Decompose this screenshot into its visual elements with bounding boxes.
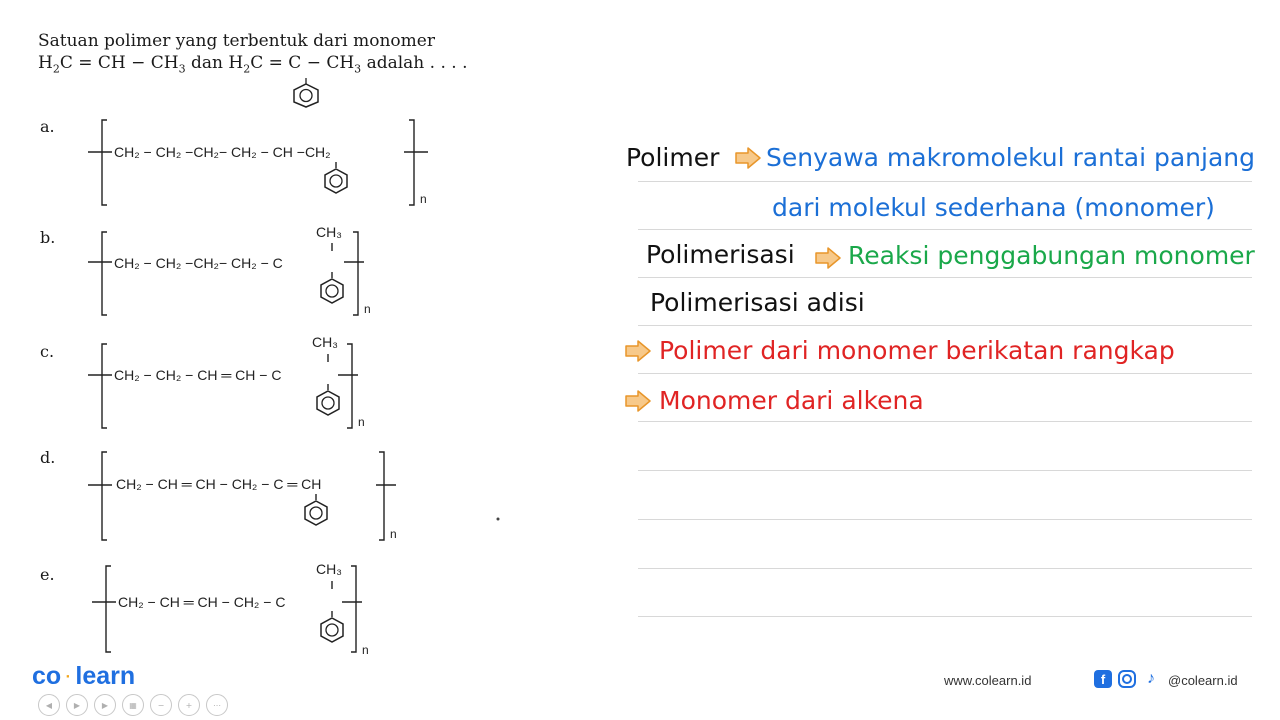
option-e-methyl: CH₃ [316,561,342,577]
note-adisi-point-2: Monomer dari alkena [659,386,924,415]
ruled-line [638,229,1252,230]
website-link[interactable]: www.colearn.id [944,673,1032,688]
note-polimer-def-2: dari molekul sederhana (monomer) [772,193,1215,222]
player-controls [38,694,228,716]
ruled-line [638,421,1252,422]
monomer1-rest: C = CH − CH [59,53,179,73]
benzene-ring-icon [321,618,343,642]
zoom-in-icon[interactable]: + [178,694,200,716]
benzene-ring-icon [317,391,339,415]
option-a-chain: CH₂ − CH₂ −CH₂− CH₂ − CH −CH₂ [114,144,331,160]
option-e-n: n [362,643,369,657]
option-letter-d: d. [40,448,56,467]
more-icon[interactable]: ⋯ [206,694,228,716]
option-letter-a: a. [40,117,55,136]
question-line-1: Satuan polimer yang terbentuk dari monomer [38,31,435,51]
option-b-chain: CH₂ − CH₂ −CH₂− CH₂ − C [114,255,283,271]
ruled-line [638,616,1252,617]
option-d-n: n [390,527,397,541]
option-letter-e: e. [40,565,55,584]
zoom-out-icon[interactable]: − [150,694,172,716]
option-letter-c: c. [40,342,55,361]
arrow-right-icon [624,339,652,363]
note-polimerisasi-def: Reaksi penggabungan monomer [848,241,1255,270]
note-polimer-def-1: Senyawa makromolekul rantai panjang [766,143,1255,172]
ruled-line [638,470,1252,471]
arrow-right-icon [734,146,762,170]
social-icons [1094,670,1160,688]
benzene-ring-icon [305,501,327,525]
facebook-icon[interactable]: f [1094,670,1112,688]
option-letter-b: b. [40,228,56,247]
tiktok-icon[interactable]: ♪ [1147,670,1155,687]
benzene-ring-icon [325,169,347,193]
and-text: dan H [185,53,244,73]
next-icon[interactable]: ▶ [94,694,116,716]
ruled-line [638,277,1252,278]
option-a-n: n [420,192,427,206]
note-adisi-point-1: Polimer dari monomer berikatan rangkap [659,336,1175,365]
ruled-line [638,325,1252,326]
instagram-icon[interactable] [1118,670,1136,688]
option-c-methyl: CH₃ [312,334,338,350]
logo-right: learn [75,662,136,690]
ruled-line [638,181,1252,182]
arrow-right-icon [814,246,842,270]
note-polimerisasi-term: Polimerisasi [646,240,795,269]
play-icon[interactable]: ▶ [66,694,88,716]
previous-icon[interactable]: ◀ [38,694,60,716]
ruled-line [638,519,1252,520]
social-handle[interactable]: @colearn.id [1168,673,1238,688]
option-e-chain: CH₂ − CH ═ CH − CH₂ − C [118,594,286,610]
option-d-chain: CH₂ − CH ═ CH − CH₂ − C ═ CH [116,476,322,492]
ruled-line [638,373,1252,374]
benzene-ring-icon [321,279,343,303]
structure-drawings [0,0,640,660]
note-adisi-title: Polimerisasi adisi [650,288,865,317]
arrow-right-icon [624,389,652,413]
option-c-n: n [358,415,365,429]
option-c-chain: CH₂ − CH₂ − CH ═ CH − C [114,367,282,383]
ruled-line [638,568,1252,569]
option-b-methyl: CH₃ [316,224,342,240]
monomer1-h: H [38,53,53,73]
colearn-logo: co · learn [32,662,136,690]
sub: 3 [354,62,362,76]
sub: 3 [178,62,186,76]
option-b-n: n [364,302,371,316]
adalah-text: adalah . . . . [361,53,468,73]
sub: 2 [52,62,60,76]
monomer2-rest: C = C − CH [250,53,355,73]
sub: 2 [243,62,251,76]
logo-left: co [32,662,62,690]
note-polimer-term: Polimer [626,143,720,172]
grid-icon[interactable]: ▦ [122,694,144,716]
